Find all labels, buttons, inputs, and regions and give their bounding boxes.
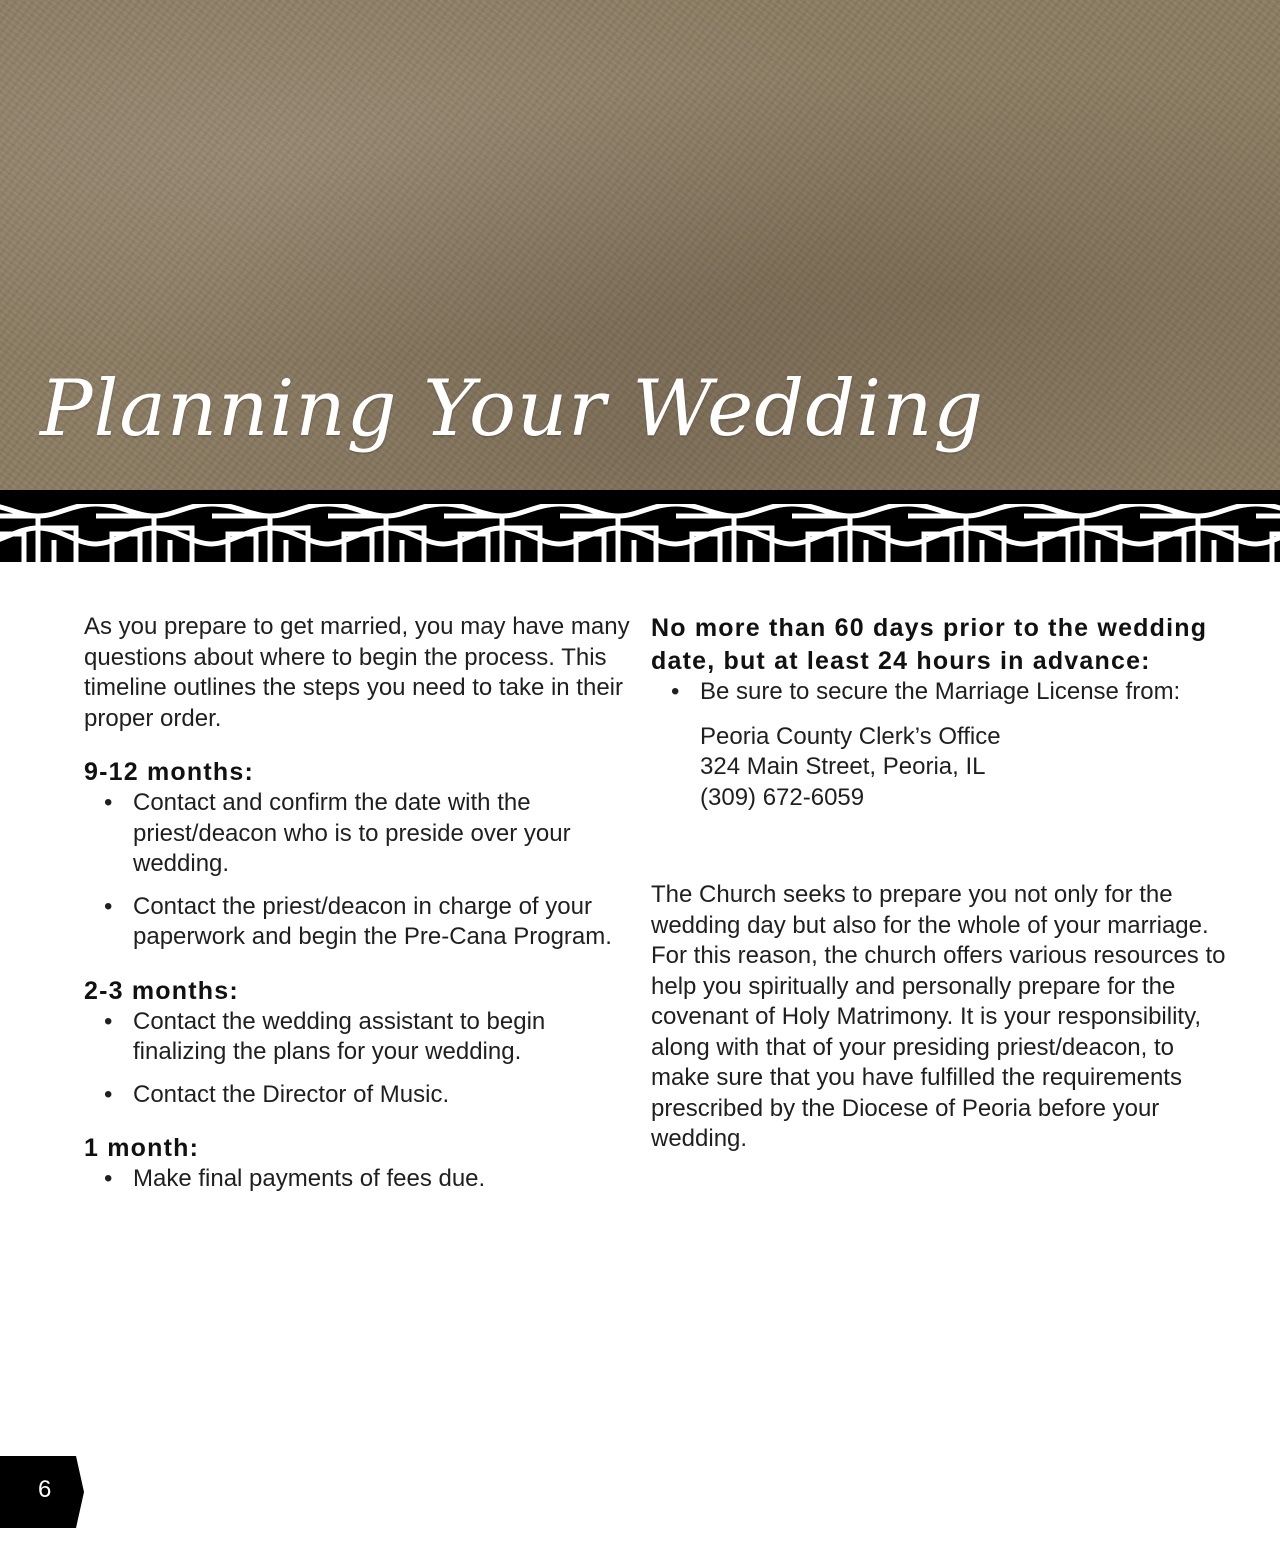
left-column	[84, 612, 640, 1195]
license-heading: No more than 60 days prior to the wedding date, but at least 24 hours in advance:	[651, 614, 1208, 675]
page-title: Planning Your Wedding	[40, 364, 985, 454]
timeline-list	[84, 1007, 640, 1111]
intro-text: As you prepare to get married, you may have many questions about where to begin the process. This timeline outlines the steps you need to take in their proper order.	[84, 613, 630, 732]
bullet-icon: •	[104, 789, 113, 816]
bullet-icon: •	[104, 892, 113, 920]
list-item-text: Contact the Director of Music.	[133, 1080, 450, 1108]
office-street: 324 Main Street, Peoria, IL	[700, 753, 986, 780]
office-name: Peoria County Clerk’s Office	[700, 722, 1001, 750]
bullet-icon: •	[104, 1080, 113, 1108]
bullet-icon: •	[104, 1165, 113, 1192]
list-item	[84, 788, 640, 880]
bullet-icon: •	[671, 678, 680, 705]
clerk-office-address	[700, 722, 1226, 814]
timeline-heading: 9-12 months:	[84, 758, 254, 786]
list-item	[84, 1007, 640, 1068]
bullet-icon: •	[104, 1007, 113, 1035]
list-item-text: Be sure to secure the Marriage License from:	[700, 678, 1181, 705]
church-paragraph: The Church seeks to prepare you not only for the wedding day but also for the whole of your marriage. For this reason, the church offers various resources to help you spiritually and personally prepare for the covenant of Holy Matrimony. It is your responsibility, along with that of your presiding priest/deacon, to make sure that you have fulfilled the requirements prescribed by the Diocese of Peoria before your wedding.	[651, 881, 1226, 1152]
right-column	[651, 612, 1226, 1155]
timeline-heading: 2-3 months:	[84, 976, 239, 1005]
list-item-text: Contact the priest/deacon in charge of your paperwork and begin the Pre-Cana Program.	[133, 892, 612, 950]
list-item-text: Contact and confirm the date with the priest/deacon who is to preside over your wedding.	[133, 789, 571, 877]
timeline-list	[84, 788, 640, 953]
list-item	[84, 892, 640, 953]
list-item-text: Contact the wedding assistant to begin finalizing the plans for your wedding.	[133, 1007, 546, 1065]
list-item	[84, 1080, 640, 1111]
page-number: 6	[38, 1476, 52, 1503]
list-item	[651, 677, 1226, 708]
timeline-heading: 1 month:	[84, 1134, 200, 1162]
office-phone: (309) 672-6059	[700, 783, 865, 811]
license-list	[651, 677, 1226, 708]
list-item-text: Make final payments of fees due.	[133, 1165, 486, 1192]
timeline-list	[84, 1164, 640, 1195]
hero-banner	[0, 0, 1280, 490]
list-item	[84, 1164, 640, 1195]
lattice-pattern-band	[0, 490, 1280, 562]
